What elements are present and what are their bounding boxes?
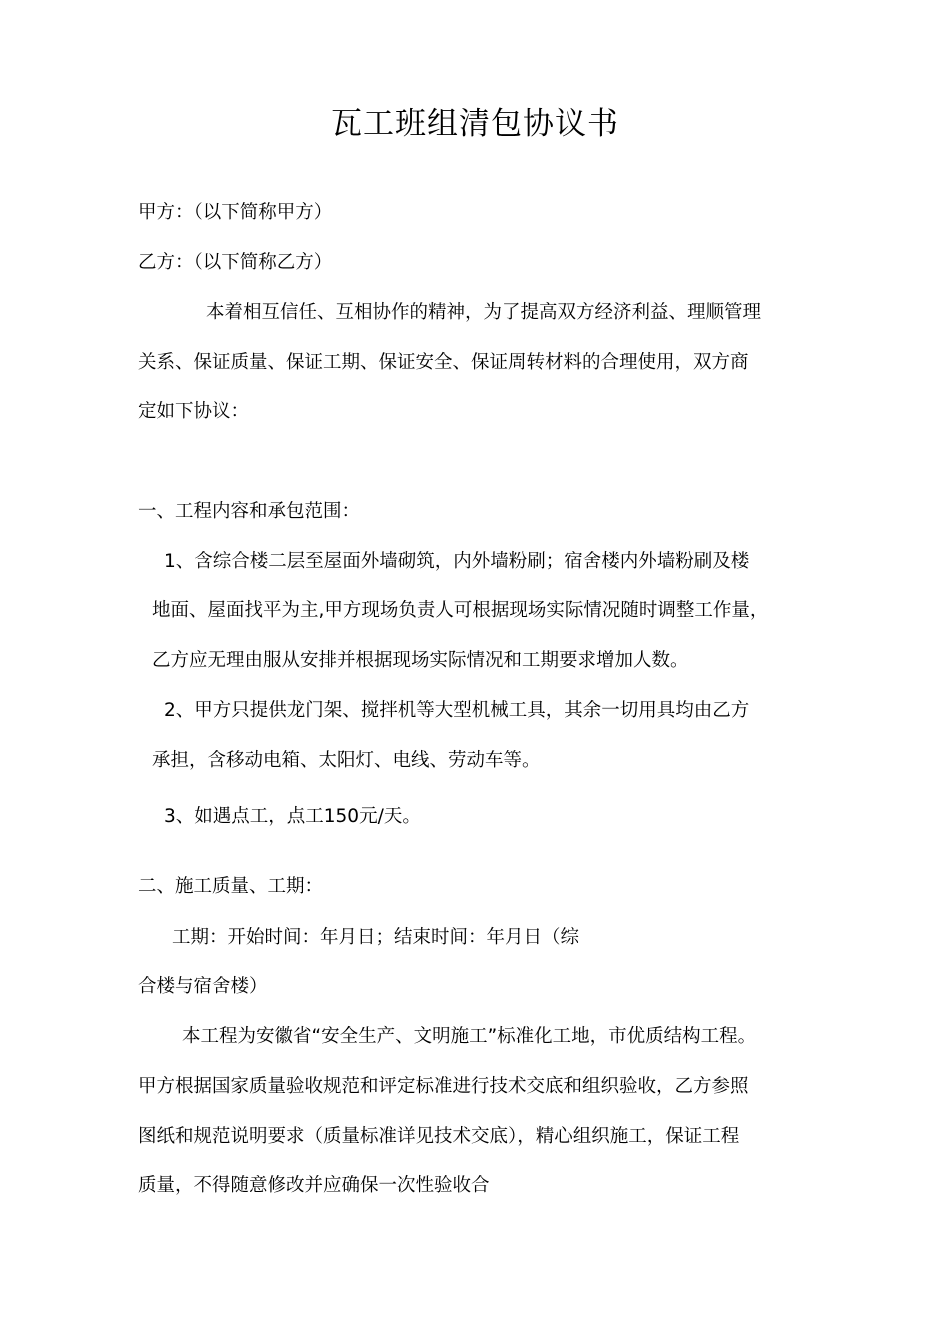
document-title: 瓦工班组清包协议书: [331, 106, 619, 142]
section-1-item-3-line: 3、如遇点工，点工150元/天。: [164, 806, 421, 827]
section-1-item-2-line: 承担，含移动电箱、太阳灯、电线、劳动车等。: [152, 750, 541, 771]
section-1-heading: 一、工程内容和承包范围：: [138, 501, 361, 522]
section-1-item-1-line: 乙方应无理由服从安排并根据现场实际情况和工期要求增加人数。: [152, 650, 689, 671]
quality-line: 本工程为安徽省“安全生产、文明施工”标准化工地，市优质结构工程。: [182, 1026, 757, 1047]
schedule-line: 合楼与宿舍楼）: [138, 976, 268, 997]
section-2-heading: 二、施工质量、工期：: [138, 876, 324, 897]
party-a-line: 甲方：（以下简称甲方）: [138, 202, 333, 223]
party-b-line: 乙方：（以下简称乙方）: [138, 252, 333, 273]
schedule-line: 工期：开始时间：年月日；结束时间：年月日（综: [172, 927, 580, 948]
section-1-item-2-line: 2、甲方只提供龙门架、搅拌机等大型机械工具，其余一切用具均由乙方: [164, 700, 750, 721]
section-1-item-1-line: 1、含综合楼二层至屋面外墙砌筑，内外墙粉刷；宿舍楼内外墙粉刷及楼: [164, 551, 750, 572]
preamble-line: 定如下协议：: [138, 401, 250, 422]
quality-line: 甲方根据国家质量验收规范和评定标准进行技术交底和组织验收，乙方参照: [138, 1076, 749, 1097]
preamble-line: 本着相互信任、互相协作的精神，为了提高双方经济利益、理顺管理: [206, 302, 762, 323]
section-1-item-1-line: 地面、屋面找平为主,甲方现场负责人可根据现场实际情况随时调整工作量，: [152, 600, 769, 621]
preamble-line: 关系、保证质量、保证工期、保证安全、保证周转材料的合理使用，双方商: [138, 352, 749, 373]
quality-line: 质量，不得随意修改并应确保一次性验收合: [138, 1175, 490, 1196]
quality-line: 图纸和规范说明要求（质量标准详见技术交底），精心组织施工，保证工程: [138, 1126, 740, 1147]
